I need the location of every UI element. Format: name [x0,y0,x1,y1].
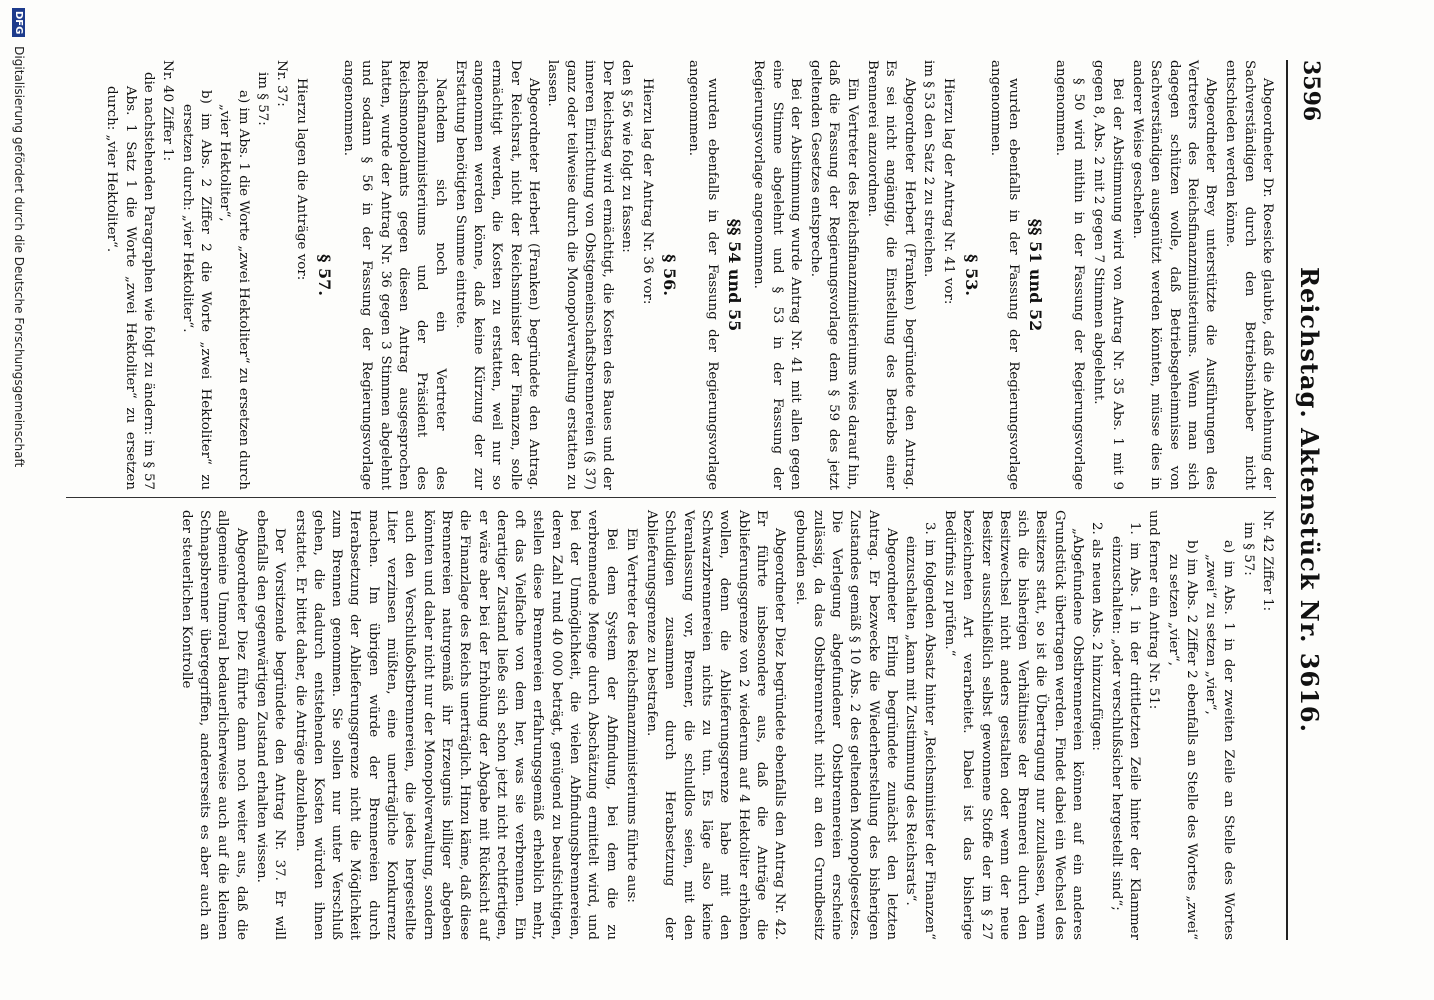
text-line: Nr. 42 Ziffer 1: [1260,510,1275,612]
paragraph: Bei der Abstimmung wurde Antrag Nr. 41 mit allen gegen eine Stimme abgelehnt und § 53 in der Fassung der Regierungsvorlage angenommen. [751,60,803,490]
column-divider [66,497,1276,498]
list-item: 3. im folgenden Absatz hinter „Reichsminister der Finanzen“ einzuschalten „kann mit Zustimmung des Reichsrats“. [903,522,937,940]
paragraph: Bei dem System der Abfindung, bei dem die zu verbrennende Menge durch Abschätzung ermittelt wird, und bei der Unmöglichkeit, die vielen Abfindungsbrennereien, deren Zahl rund 40 000 beträgt, genügend zu beaufsichtigen, stellen diese Brennereien erfahrungsgemäß erheblich mehr, oft das Vielfache von dem her, was sie verbrennen. Ein derartiger Zustand ließe sich schon jetzt nicht rechtfertigen, er wäre aber bei der Erhöhung der Abgabe mit Rücksicht auf die Finanzlage des Reichs unerträglich. Hinzu käme, daß diese Brennereien naturgemäß ihr Erzeugnis billiger abgeben könnten und daher nicht nur der Monopolverwaltung, sondern auch den Verschlußobstbrennereien, die jedes hergestellte Liter verzinsen müßten, eine unerträgliche Konkurrenz machen. Im übrigen würde der Brennereien durch Herabsetzung der Ablieferungsgrenze nicht die Möglichkeit zum Brennen genommen. Sie sollen nur unter Verschluß gehen, die dadurch entstehenden Kosten würden ihnen erstattet. Er bittet daher, die Anträge abzulehnen. [292,510,619,940]
text-line: Nr. 40 Ziffer 1: [160,60,176,162]
sub-item: a) im Abs. 1 in der zweiten Zeile an Stelle des Wortes „zwei“ zu setzen „vier“, [1203,540,1237,940]
list-item: die nachstehenden Paragraphen wie folgt zu ändern: im § 57 Abs. 1 Satz 1 die Worte „zwei Hektoliter“ zu ersetzen durch: „vier Hektoliter“. [104,72,157,490]
paragraph: wurden ebenfalls in der Fassung der Regierungsvorlage angenommen. [686,60,720,490]
dfg-logo-icon: DFG [12,8,25,37]
text-line: den § 56 wie folgt zu fassen: [619,60,635,253]
paragraph: Ein Vertreter des Reichsfinanzministeriums führte aus: [623,528,639,903]
paragraph: Abgeordneter Dr. Roesicke glaubte, daß die Ablehnung der Sachverständigen durch den Betriebsinhaber nicht entschieden werden könne. [1223,60,1275,490]
text-line: im § 53 den Satz 2 zu streichen. [920,60,936,278]
paragraph: Abgeordneter Diez begründete ebenfalls den Antrag Nr. 42. Er führte insbesondere aus, daß die Anträge die Ablieferungsgrenze von 2 wiederum auf 4 Hektoliter erhöhen wollen, denn die Ablieferungsgrenze habe mit den Schwarzbrennereien nichts zu tun. Es läge also keine Veranlassung vor, Brenner, die schuldlos seien, mit den Schuldigen zusammen durch Herabsetzung der Ablieferungsgrenze zu bestrafen. [644,510,788,940]
paragraph: „Abgefundene Obstbrennereien können auf ein anderes Grundstück übertragen werden. Findet dabei ein Wechsel des Besitzers statt, so ist die Übertragung nur zuzulassen, wenn sich die bisherigen Verhältnisse der Brennerei durch den Besitzwechsel nicht anders gestalten oder wenn der neue Besitzer ausschließlich selbst gewonnene Stoffe der im § 27 bezeichneten Art verarbeitet. Dabei ist das bisherige Bedürfnis zu prüfen.“ [941,510,1086,940]
sub-item: b) im Abs. 2 Ziffer 2 die Worte „zwei Hektoliter“ zu ersetzen durch: „vier Hektoliter“. [179,90,213,490]
paragraph: Bei der Abstimmung wird von Antrag Nr. 35 Abs. 1 mit 9 gegen 8, Abs. 2 mit 2 gegen 7 Stimmen abgelehnt. [1091,60,1125,490]
paragraph: Abgeordneter Herbert (Franken) begründete den Antrag. Es sei nicht angängig, die Einstellung des Betriebs einer Brennerei anzuordnen. [865,60,917,490]
section-heading: § 56. [660,254,680,296]
left-column [101,60,1276,490]
text-line: Der Reichstag wird ermächtigt, die Kosten des Baues und der inneren Einrichtung von Obstgemeinschaftsbrennereien (§ 37) ganz oder teilweise durch die Monopolverwaltung erstatten zu lassen. [545,60,616,490]
paragraph: Nachdem sich noch ein Vertreter des Reichsfinanzministeriums und der Präsident des Reichsmonopolamts gegen diesen Antrag ausgesprochen hatten, wurde der Antrag Nr. 36 gegen 3 Stimmen abgelehnt und sodann § 56 in der Fassung der Regierungsvorlage angenommen. [341,60,448,490]
footer-text: Digitalisierung gefördert durch die Deutsche Forschungsgemeinschaft [12,46,26,468]
section-heading: §§ 51 und 52 [1026,218,1046,332]
paragraph: wurden ebenfalls in der Fassung der Regierungsvorlage angenommen. [987,60,1022,490]
paragraph: Hierzu lag der Antrag Nr. 36 vor: [639,78,655,305]
paragraph: Der Vorsitzende begründete den Antrag Nr. 37. Er will ebenfalls den gegenwärtigen Zustand erhalten wissen. [253,510,288,940]
list-item: 1. im Abs. 1 in der drittletzten Zeile hinter der Klammer einzuschalten: „oder verschlußsicher hergestellt sind“; [1108,522,1142,940]
page-title: Reichstag. Aktenstück Nr. 3616. [1295,267,1324,733]
text-line: Nr. 37: [274,60,290,107]
list-item: im § 57: [254,72,270,126]
right-column [174,510,1276,940]
list-item: 2. als neuen Abs. 2 hinzuzufügen: [1089,522,1105,751]
sub-item: b) im Abs. 2 Ziffer 2 ebenfalls an Stelle des Wortes „zwei“ zu setzen „vier“, [1165,540,1199,940]
header-rule [1286,60,1288,940]
paragraph: Ein Vertreter des Reichsfinanzministeriums wies darauf hin, daß die Fassung der Regierungsvorlage dem § 59 des jetzt geltenden Gesetzes entspreche. [808,60,860,490]
section-heading: §§ 54 und 55 [724,218,744,332]
list-item: im § 57: [1240,522,1256,576]
paragraph: Hierzu lagen die Anträge vor: [294,78,310,281]
section-heading: § 57. [314,254,334,296]
page-number: 3596 [1298,60,1324,122]
section-heading: § 53. [961,254,981,296]
paragraph: § 50 wird mithin in der Fassung der Regierungsvorlage angenommen. [1052,60,1087,490]
page-header [1284,60,1324,940]
paragraph: Abgeordneter Brey unterstützte die Ausführungen des Vertreters des Reichsfinanzministeriums. Wenn man sich dagegen schützen wolle, daß Betriebsgeheimnisse von Sachverständigen ausgenützt werden könnten, müsse dies in anderer Weise geschehen. [1129,60,1219,490]
sub-item: a) im Abs. 1 die Worte „zwei Hektoliter“ zu ersetzen durch „vier Hektoliter“, [217,90,251,490]
paragraph: Abgeordneter Diez führte dann noch weiter aus, daß die allgemeine Unmoral bedauerlicherweise auch auf die kleinen Schnapsbrenner übergegriffen, andererseits es aber auch an der steuerlichen Kontrolle [178,510,249,940]
paragraph: Hierzu lag der Antrag Nr. 41 vor: [941,78,957,305]
paragraph: Abgeordneter Herbert (Franken) begründete den Antrag. Der Reichsrat, nicht der Reichsminister der Finanzen, solle ermächtigt werden, die Kosten zu erstatten, weil nur so angenommen werden könne, daß keine Kürzung der zur Erstattung benötigten Summe eintrete. [452,60,542,490]
digitization-footer [4,0,26,1000]
text-line: und ferner ein Antrag Nr. 51: [1146,510,1162,710]
paragraph: Abgeordneter Erling begründete zunächst den letzten Antrag. Er bezwecke die Wiederherstellung des bisherigen Zustandes gemäß § 10 Abs. 2 des geltenden Monopolgesetzes. Die Verlegung abgefundener Obstbrennereien erscheine zulässig, da das Obstbrennrecht nicht an den Grundbesitz gebunden sei. [792,510,900,940]
